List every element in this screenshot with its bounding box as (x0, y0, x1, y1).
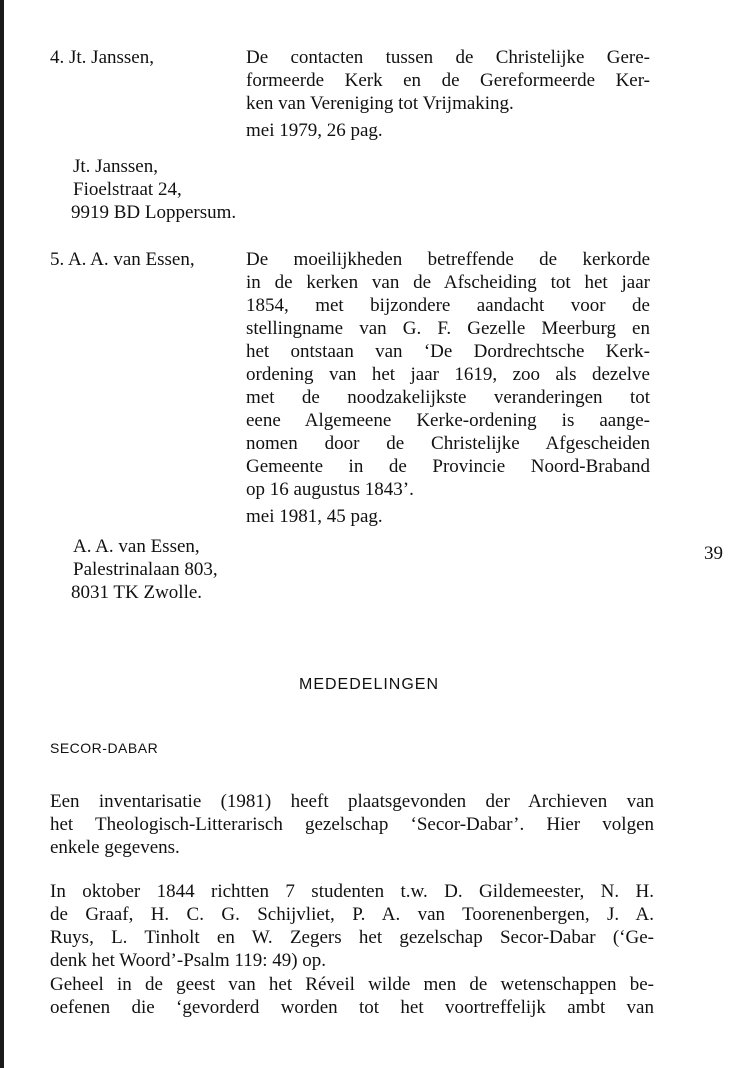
paragraph-line: oefenen die ‘gevorderd worden tot het voortreffelijk ambt van (50, 997, 654, 1018)
entry-author-label: 5. A. A. van Essen, (50, 249, 195, 270)
entry-title-line: het ontstaan van ‘De Dordrechtsche Kerk- (246, 341, 650, 362)
publication-entry-5 (50, 248, 650, 528)
entry-author-label: 4. Jt. Janssen, (50, 47, 154, 68)
paragraph-line: Geheel in de geest van het Réveil wilde men de wetenschappen be- (50, 974, 654, 995)
entry-title-line: De contacten tussen de Christelijke Gere- (246, 47, 650, 68)
paragraph-line: de Graaf, H. C. G. Schijvliet, P. A. van Toorenenbergen, J. A. (50, 904, 654, 925)
paragraph-2 (50, 880, 654, 972)
entry-title-line: ken van Vereniging tot Vrijmaking. (246, 93, 514, 114)
page-number: 39 (704, 543, 723, 564)
entry-title-line: stellingname van G. F. Gezelle Meerburg en (246, 318, 650, 339)
publication-entry-4 (50, 46, 650, 142)
address-line: A. A. van Essen, (73, 536, 200, 557)
entry-title-line: De moeilijkheden betreffende de kerkorde (246, 249, 650, 270)
address-line: 8031 TK Zwolle. (71, 582, 203, 603)
paragraph-line: Ruys, L. Tinholt en W. Zegers het gezelschap Secor-Dabar (‘Ge- (50, 927, 654, 948)
entry-date: mei 1981, 45 pag. (246, 506, 383, 527)
entry-title-line: Gemeente in de Provincie Noord-Braband (246, 456, 650, 477)
entry-title-line: in de kerken van de Afscheiding tot het jaar (246, 272, 650, 293)
entry-title-line: ordening van het jaar 1619, zoo als dezelve (246, 364, 650, 385)
entry-title (246, 248, 650, 528)
address-line: Palestrinalaan 803, (73, 559, 218, 580)
section-heading: MEDEDELINGEN (298, 676, 440, 693)
paragraph-line: In oktober 1844 richtten 7 studenten t.w. D. Gildemeester, N. H. (50, 881, 654, 902)
entry-title-line: met de noodzakelijkste veranderingen tot (246, 387, 650, 408)
entry-title-line: formeerde Kerk en de Gereformeerde Ker- (246, 70, 650, 91)
entry-title-line: nomen door de Christelijke Afgescheiden (246, 433, 650, 454)
paragraph-line: het Theologisch-Litterarisch gezelschap ‘Secor-Dabar’. Hier volgen (50, 814, 654, 835)
page-left-border (0, 0, 4, 1068)
entry-title-line: 1854, met bijzondere aandacht voor de (246, 295, 650, 316)
author-address-4 (73, 155, 236, 224)
entry-title-line: op 16 augustus 1843’. (246, 479, 414, 500)
paragraph-line: denk het Woord’-Psalm 119: 49) op. (50, 950, 327, 971)
address-line: Fioelstraat 24, (73, 179, 182, 200)
entry-title-line: eene Algemeene Kerke-ordening is aange- (246, 410, 650, 431)
address-line: Jt. Janssen, (73, 156, 158, 177)
entry-date: mei 1979, 26 pag. (246, 120, 383, 141)
paragraph-line: Een inventarisatie (1981) heeft plaatsgevonden der Archieven van (50, 791, 654, 812)
entry-title (246, 46, 650, 142)
address-line: 9919 BD Loppersum. (71, 202, 237, 223)
paragraph-line: enkele gegevens. (50, 837, 180, 858)
paragraph-1 (50, 790, 654, 859)
paragraph-3 (50, 973, 654, 1019)
author-address-5 (73, 535, 218, 604)
sub-heading: SECOR-DABAR (50, 740, 159, 756)
